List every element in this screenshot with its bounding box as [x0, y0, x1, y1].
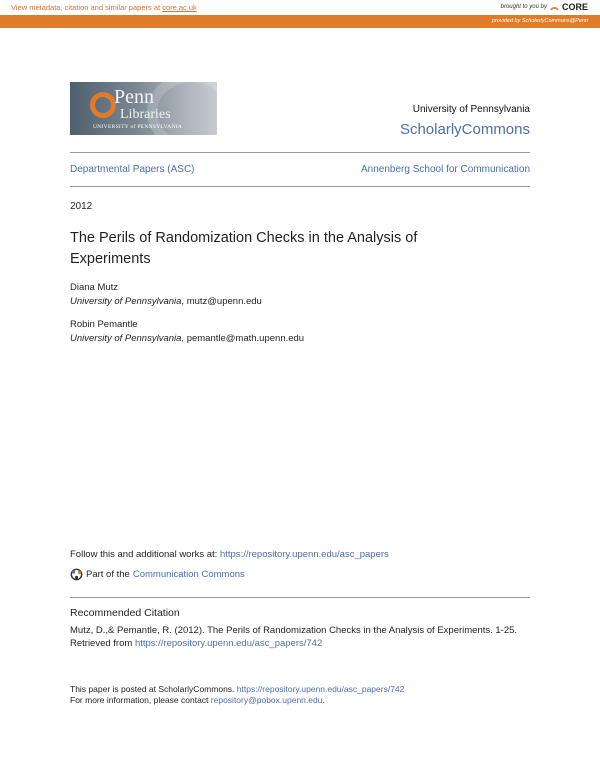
publication-year: 2012 — [70, 201, 93, 212]
author-affiliation — [70, 296, 262, 307]
scholarly-commons-link[interactable]: ScholarlyCommons — [399, 121, 530, 138]
core-link-domain[interactable]: core.ac.uk — [162, 3, 197, 12]
retrieved-label: Retrieved from — [70, 638, 135, 649]
logo-word-penn: Penn — [114, 86, 154, 108]
part-of-line — [70, 568, 245, 581]
author-name: Diana Mutz — [70, 282, 119, 293]
author-name: Robin Pemantle — [70, 319, 138, 330]
footer-notice — [70, 684, 404, 706]
contact-email-link[interactable]: repository@pobox.upenn.edu — [210, 695, 323, 705]
provided-by-bar — [0, 15, 600, 28]
logo-word-libraries: Libraries — [120, 107, 171, 122]
department-link[interactable]: Departmental Papers (ASC) — [70, 164, 195, 175]
citation-text — [70, 624, 540, 650]
footer-period: . — [322, 695, 325, 705]
posted-url-link[interactable]: https://repository.upenn.edu/asc_papers/742 — [236, 684, 405, 694]
school-link[interactable]: Annenberg School for Communication — [361, 164, 530, 175]
citation-url-link[interactable]: https://repository.upenn.edu/asc_papers/742 — [134, 638, 323, 649]
provided-by-link[interactable]: provided by ScholarlyCommons@Penn — [491, 18, 588, 24]
divider — [70, 186, 530, 187]
network-icon — [70, 568, 83, 581]
brought-by-text: brought to you by — [500, 4, 547, 10]
follow-label: Follow this and additional works at: — [70, 549, 220, 560]
recommended-citation-heading: Recommended Citation — [70, 607, 180, 619]
logo-tagline: UNIVERSITY of PENNSYLVANIA — [93, 124, 183, 130]
divider — [70, 597, 530, 598]
author-email: , mutz@upenn.edu — [181, 296, 262, 307]
communication-commons-link[interactable]: Communication Commons — [132, 569, 245, 580]
author-affiliation — [70, 333, 304, 344]
core-brand[interactable] — [501, 2, 588, 12]
core-logo-icon — [550, 4, 559, 11]
follow-line — [70, 549, 389, 560]
asc-papers-link[interactable]: https://repository.upenn.edu/asc_papers — [219, 549, 389, 560]
affiliation-name: University of Pennsylvania — [70, 333, 182, 344]
core-logo-text: CORE — [561, 2, 588, 12]
part-of-label: Part of the — [86, 569, 130, 580]
citation-body: Mutz, D.,& Pemantle, R. (2012). The Perils of Randomization Checks in the Analysis of Experiments. 1-25. — [70, 625, 518, 636]
core-bar — [0, 0, 600, 15]
contact-label: For more information, please contact — [70, 695, 211, 705]
divider — [70, 152, 530, 153]
posted-label: This paper is posted at ScholarlyCommons. — [70, 684, 237, 694]
author-email: , pemantle@math.upenn.edu — [181, 333, 305, 344]
affiliation-name: University of Pennsylvania — [70, 296, 182, 307]
penn-libraries-logo[interactable] — [70, 82, 217, 135]
core-link-prefix: View metadata, citation and similar papers at — [11, 3, 163, 12]
logo-ring-icon — [90, 92, 116, 118]
university-name: University of Pennsylvania — [412, 104, 530, 115]
paper-title: The Perils of Randomization Checks in the Analysis of Experiments — [70, 230, 418, 267]
core-metadata-link[interactable] — [11, 3, 197, 12]
